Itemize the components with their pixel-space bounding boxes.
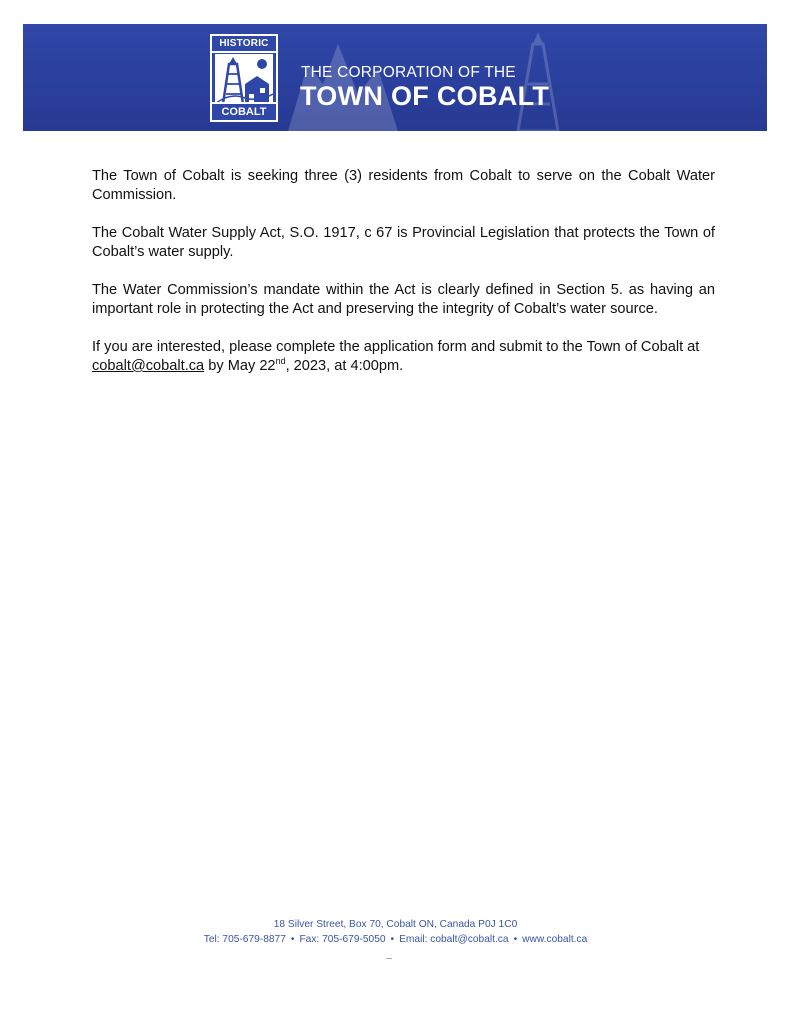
footer-divider-mark bbox=[386, 958, 392, 959]
historic-cobalt-logo bbox=[210, 34, 278, 122]
footer-contact-line bbox=[0, 932, 791, 947]
footer-address: 18 Silver Street, Box 70, Cobalt ON, Canada P0J 1C0 bbox=[273, 919, 518, 930]
header-banner bbox=[23, 24, 767, 131]
paragraph-1: The Town of Cobalt is seeking three (3) residents from Cobalt to serve on the Cobalt Water Commission. bbox=[92, 168, 715, 203]
footer bbox=[0, 917, 791, 947]
letter-body bbox=[92, 167, 715, 395]
paragraph-4-by: by May 22 bbox=[204, 358, 276, 374]
footer-website[interactable]: www.cobalt.ca bbox=[522, 934, 588, 945]
footer-tel: Tel: 705-679-8877 bbox=[203, 934, 286, 945]
logo-top-text: HISTORIC bbox=[212, 36, 276, 53]
corporation-heading: THE CORPORATION OF THE bbox=[301, 64, 516, 81]
logo-bottom-text: COBALT bbox=[212, 102, 276, 120]
paragraph-4-end: , 2023, at 4:00pm. bbox=[285, 358, 404, 374]
footer-email[interactable]: Email: cobalt@cobalt.ca bbox=[399, 934, 509, 945]
mine-headframe-icon bbox=[215, 54, 273, 104]
paragraph-4-start: If you are interested, please complete the application form and submit to the Town of Cobalt at bbox=[92, 339, 700, 355]
paragraph-2: The Cobalt Water Supply Act, S.O. 1917, c 67 is Provincial Legislation that protects the Town of Cobalt’s water supply. bbox=[92, 225, 715, 260]
email-link[interactable]: cobalt@cobalt.ca bbox=[92, 358, 205, 374]
footer-bullet: • bbox=[390, 934, 395, 945]
town-heading: TOWN OF COBALT bbox=[300, 81, 550, 111]
footer-bullet: • bbox=[513, 934, 518, 945]
footer-bullet: • bbox=[290, 934, 295, 945]
date-superscript: nd bbox=[275, 356, 286, 367]
paragraph-4 bbox=[92, 338, 715, 376]
footer-fax: Fax: 705-679-5050 bbox=[299, 934, 386, 945]
paragraph-3: The Water Commission’s mandate within the Act is clearly defined in Section 5. as having an important role in protecting the Act and preserving the integrity of Cobalt’s water source. bbox=[92, 282, 715, 317]
